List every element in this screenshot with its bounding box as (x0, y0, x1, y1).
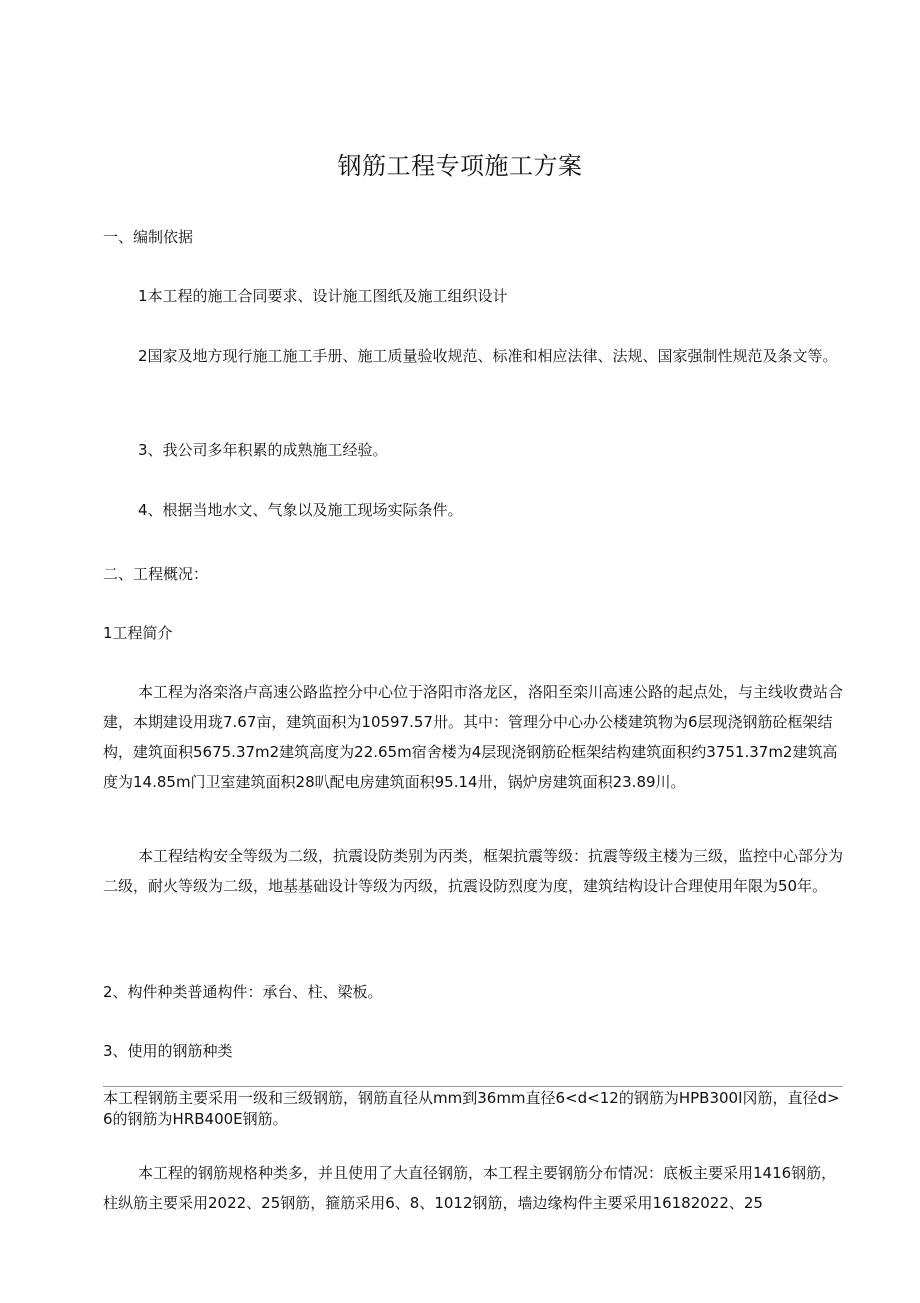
basis-item-3: 3、我公司多年积累的成熟施工经验。 (138, 441, 388, 459)
paragraph-rebar-grades: 本工程钢筋主要采用一级和三级钢筋，钢筋直径从mm到36mm直径6<d<12的钢筋为HPB300I冈筋，直径d>6的钢筋为HRB400E钢筋。 (103, 1089, 840, 1128)
subheading-component-types: 2、构件种类普通构件：承台、柱、梁板。 (103, 983, 383, 1001)
divider-line (103, 1086, 843, 1087)
basis-item-4: 4、根据当地水文、气象以及施工现场实际条件。 (138, 501, 463, 519)
basis-item-1: 1本工程的施工合同要求、设计施工图纸及施工组织设计 (138, 287, 508, 305)
section-heading-overview: 二、工程概况： (103, 565, 209, 583)
paragraph-project-intro: 本工程为洛栾洛卢高速公路监控分中心位于洛阳市洛龙区，洛阳至栾川高速公路的起点处，与主线收费站合建，本期建设用珑7.67亩，建筑面积为10597.57卅。其中：管理分中心办公楼建筑物为6层现浇钢筋砼框架结构，建筑面积5675.37m2建筑高度为22.65m宿舍楼为4层现浇钢筋砼框架结构建筑面积约3751.37m2建筑高度为14.85m门卫室建筑面积28叭配电房建筑面积95.14卅，锅炉房建筑面积23.89川。 (103, 683, 844, 791)
paragraph-rebar-distribution: 本工程的钢筋规格种类多，并且使用了大直径钢筋，本工程主要钢筋分布情况：底板主要采用1416钢筋，柱纵筋主要采用2022、25钢筋，箍筋采用6、8、1012钢筋，墙边缘构件主要采用16182022、25 (103, 1164, 837, 1212)
subheading-rebar-types: 3、使用的钢筋种类 (103, 1042, 233, 1060)
basis-item-2: 2国家及地方现行施工施工手册、施工质量验收规范、标准和相应法律、法规、国家强制性规范及条文等。 (138, 347, 838, 365)
paragraph-structure-grade: 本工程结构安全等级为二级，抗震设防类别为丙类，框架抗震等级：抗震等级主楼为三级，监控中心部分为二级，耐火等级为二级，地基基础设计等级为丙级，抗震设防烈度为度，建筑结构设计合理使用年限为50年。 (103, 847, 844, 895)
subheading-project-intro: 1工程简介 (103, 624, 173, 642)
document-title: 钢筋工程专项施工方案 (337, 152, 583, 180)
section-heading-basis: 一、编制依据 (103, 228, 194, 246)
